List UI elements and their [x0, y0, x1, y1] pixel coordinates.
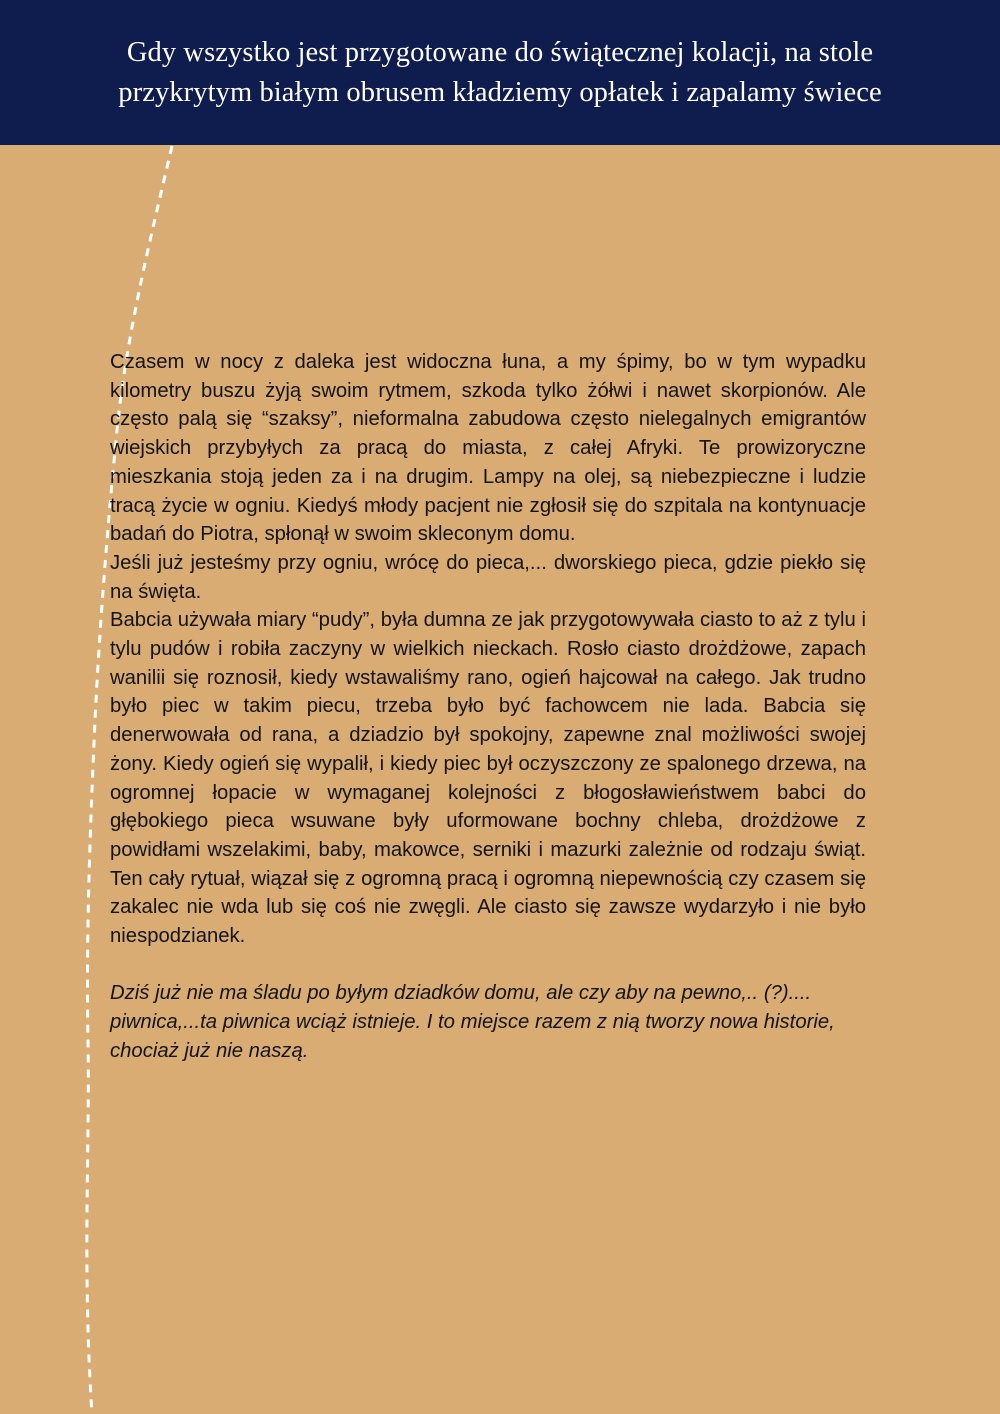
paragraph-fires: Czasem w nocy z daleka jest widoczna łuna, a my śpimy, bo w tym wypadku kilometry buszu żyją swoim rytmem, szkoda tylko żółwi i nawet skorpionów. Ale często palą się “szaksy”, nieformalna zabudowa często nielegalnych emigrantów wiejskich przybyłych za pracą do miasta, z całej Afryki. Te prowizoryczne mieszkania stoją jeden za i na drugim. Lampy na olej, są niebezpieczne i ludzie tracą życie w ogniu. Kiedyś młody pacjent nie zgłosił się do szpitala na kontynuacje badań do Piotra, spłonął w swoim skleconym domu.: [110, 351, 866, 546]
page-title: [88, 33, 911, 113]
paragraph-spacer: [110, 951, 866, 980]
paragraph-closing-italic: Dziś już nie ma śladu po byłym dziadków domu, ale czy aby na pewno,.. (?).... piwnica,...ta piwnica wciąż istnieje. I to miejsce razem z nią tworzy nowa historie, chociaż już nie naszą.: [110, 982, 835, 1062]
paragraph-baking: Babcia używała miary “pudy”, była dumna ze jak przygotowywała ciasto to aż z tylu i tylu pudów i robiła zaczyny w wielkich nieckach. Rosło ciasto drożdżowe, zapach wanilii się roznosił, kiedy wstawaliśmy rano, ogień hajcował na całego. Jak trudno było piec w takim piecu, trzeba było być fachowcem nie lada. Babcia się denerwowała od rana, a dziadzio był spokojny, zapewne znal możliwości swojej żony. Kiedy ogień się wypalił, i kiedy piec był oczyszczony ze spalonego drzewa, na ogromnej łopacie w wymaganej kolejności z błogosławieństwem babci do głębokiego pieca wsuwane były uformowane bochny chleba, drożdżowe z powidłami wszelakimi, baby, makowce, serniki i mazurki zależnie od rodzaju świąt. Ten cały rytuał, wiązał się z ogromną pracą i ogromną niepewnością czy czasem się zakalec nie wda lub się coś nie zwęgli. Ale ciasto się zawsze wydarzyło i nie było niespodzianek.: [110, 609, 866, 948]
paragraph-oven: Jeśli już jesteśmy przy ogniu, wrócę do pieca,... dworskiego pieca, gdzie piekło się na święta.: [110, 551, 866, 603]
page-title-line-2: przykrytym białym obrusem kładziemy opłatek i zapalamy świece: [118, 76, 882, 108]
article-body: [110, 348, 866, 1066]
header-band: [0, 0, 1000, 145]
page-title-line-1: Gdy wszystko jest przygotowane do świątecznej kolacji, na stole: [126, 36, 874, 68]
